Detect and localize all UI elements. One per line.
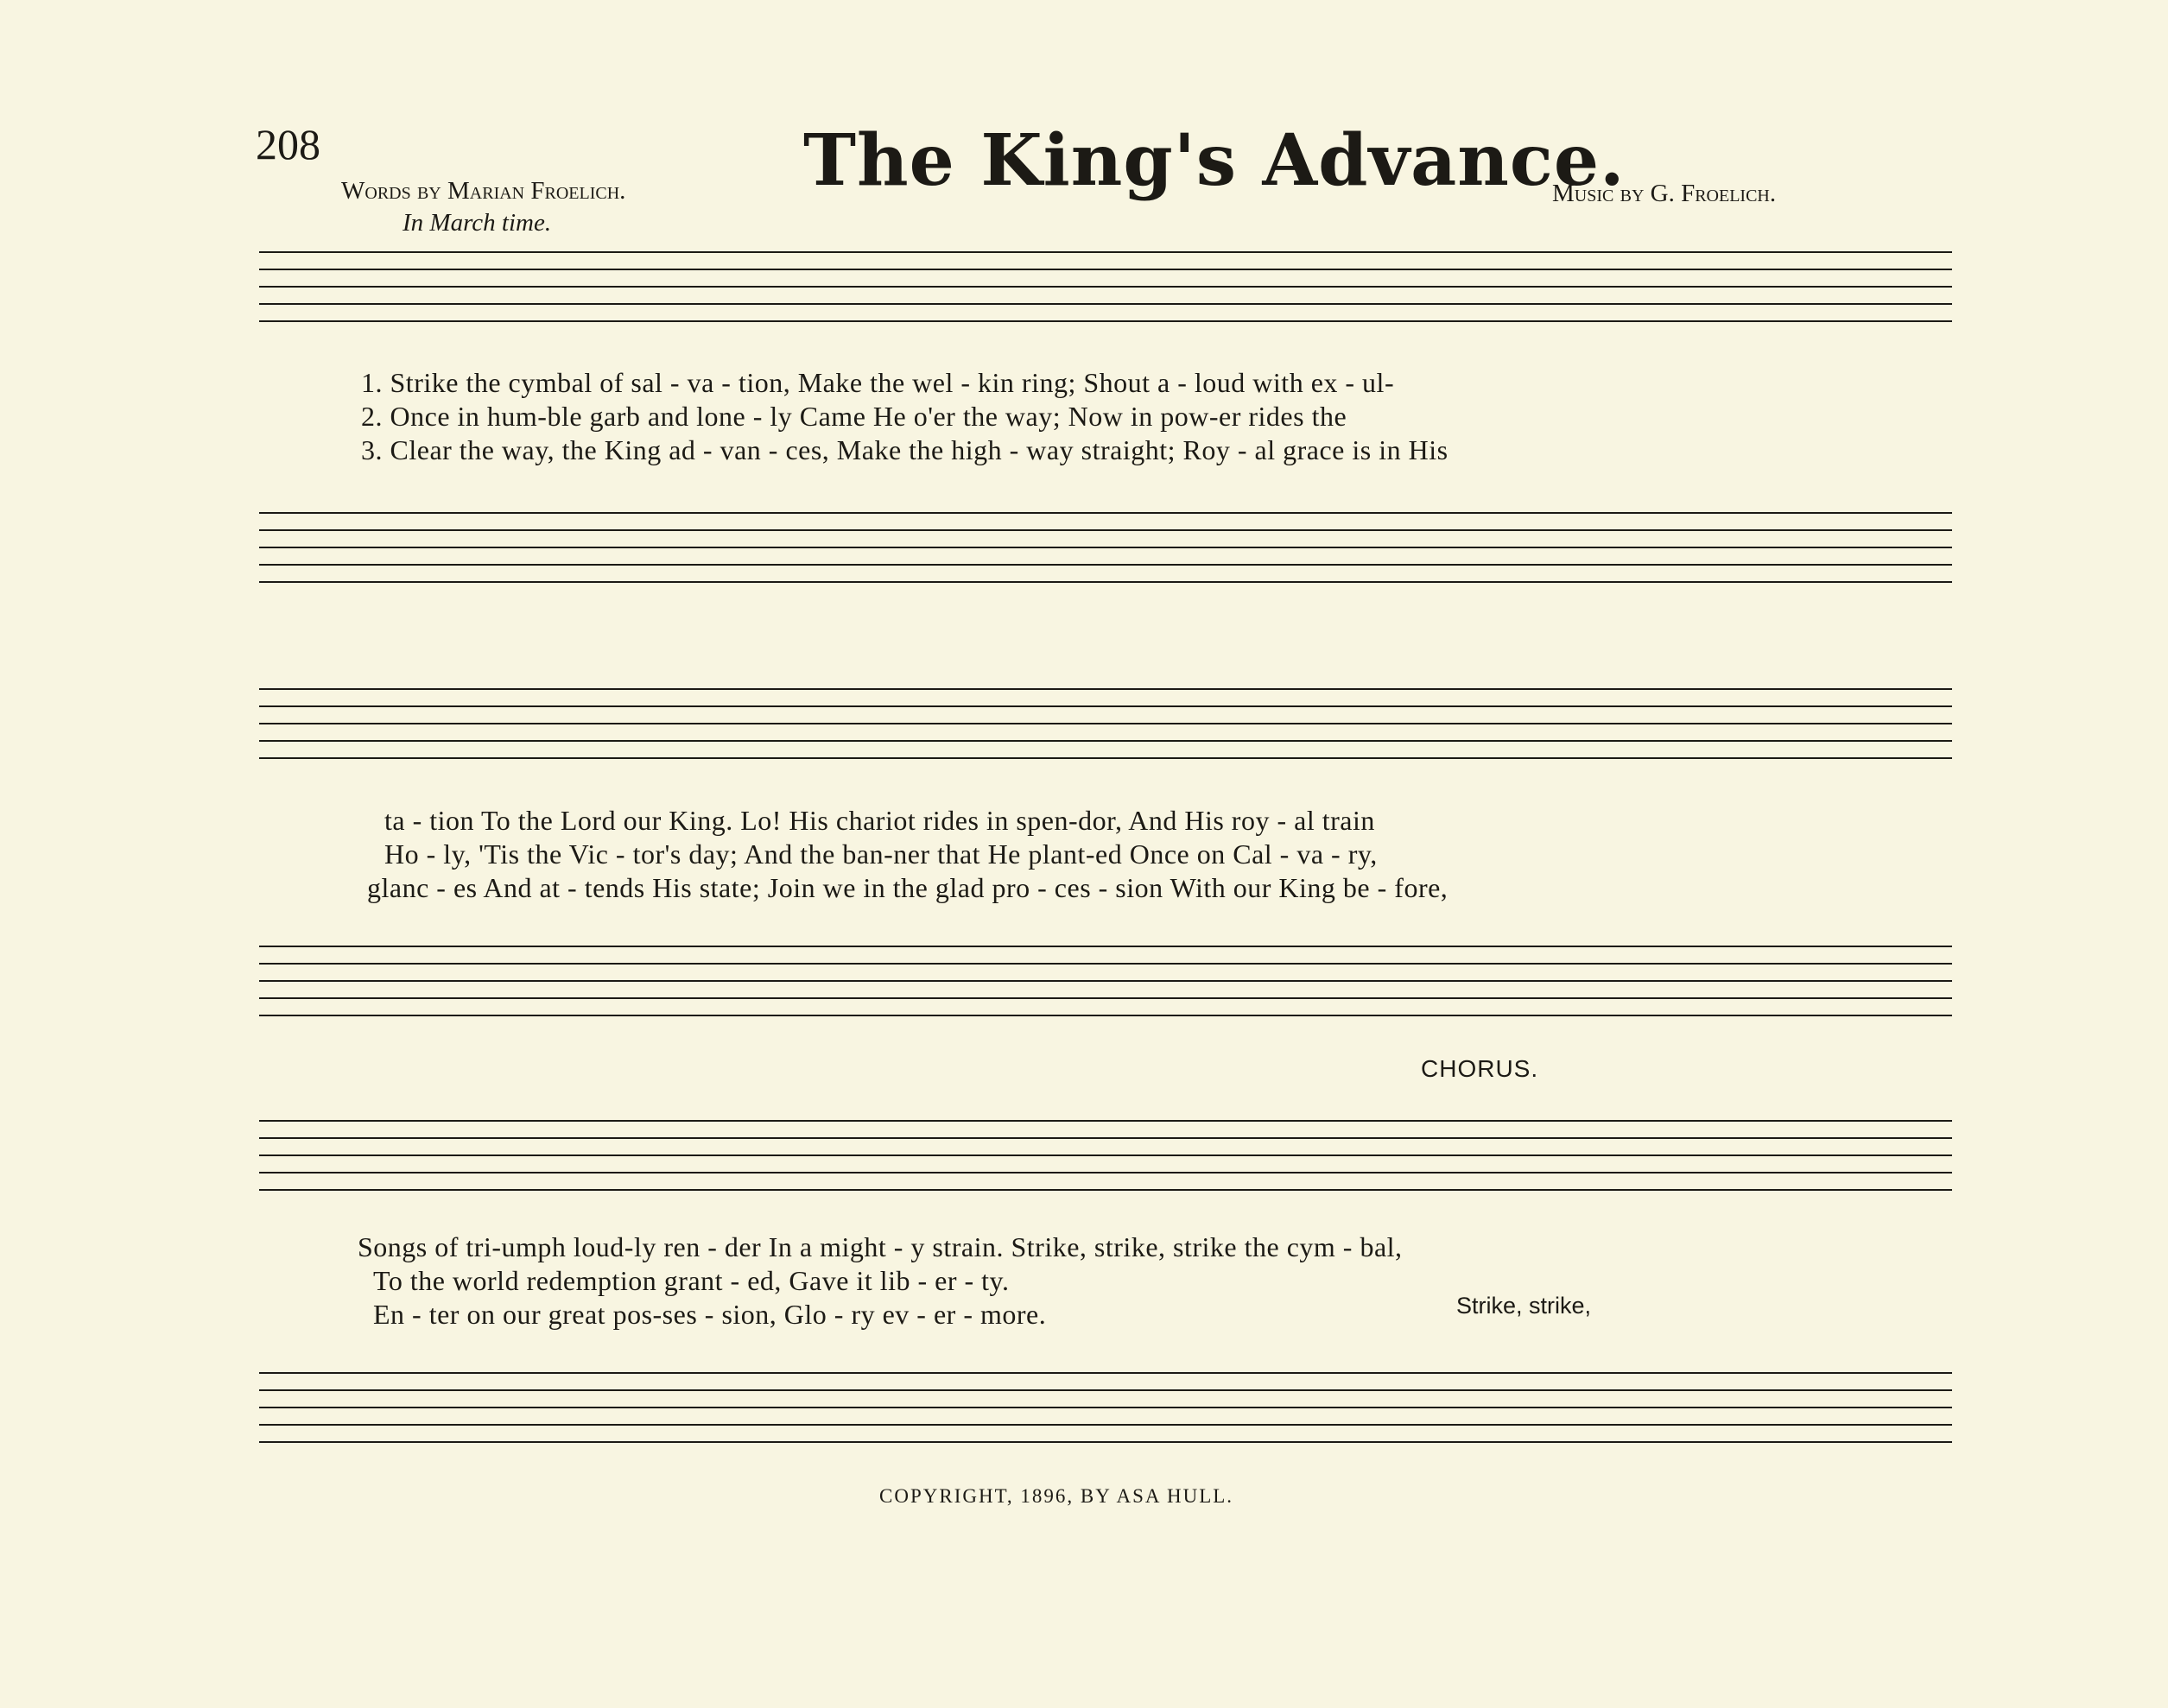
lyric-verse2-line3: To the world redemption grant - ed, Gave it lib - er - ty. <box>373 1265 1010 1296</box>
bass-staff-2 <box>0 927 2168 1048</box>
bass-staff-1 <box>0 494 2168 615</box>
hymn-title: The King's Advance. <box>803 119 1626 202</box>
treble-staff-1 <box>0 233 2168 354</box>
bass-staff-3-lines <box>0 1354 2168 1475</box>
chorus-cue: Strike, strike, <box>1456 1293 1592 1319</box>
lyric-verse1-line2: ta - tion To the Lord our King. Lo! His chariot rides in spen-dor, And His roy - al train <box>384 805 1375 836</box>
treble-staff-3 <box>0 1102 2168 1223</box>
tempo-marking: In March time. <box>403 209 552 237</box>
lyric-verse2-line2: Ho - ly, 'Tis the Vic - tor's day; And the ban-ner that He plant-ed Once on Cal - va - ry, <box>384 838 1378 870</box>
lyric-verse1-line3: Songs of tri-umph loud-ly ren - der In a might - y strain. Strike, strike, strike the cym - bal, <box>358 1231 1403 1262</box>
lyric-verse2-line1: 2. Once in hum-ble garb and lone - ly Came He o'er the way; Now in pow-er rides the <box>361 401 1347 432</box>
chorus-label: CHORUS. <box>1421 1055 1539 1082</box>
treble-staff-2 <box>0 670 2168 791</box>
lyric-verse1-line1: 1. Strike the cymbal of sal - va - tion, Make the wel - kin ring; Shout a - loud with ex - ul- <box>361 367 1395 398</box>
copyright-notice: COPYRIGHT, 1896, BY ASA HULL. <box>879 1485 1234 1507</box>
treble-staff-1-lines <box>0 233 2168 354</box>
lyric-verse3-line1: 3. Clear the way, the King ad - van - ces, Make the high - way straight; Roy - al grace is in His <box>361 434 1449 465</box>
treble-staff-3-lines <box>0 1102 2168 1223</box>
lyric-verse3-line2: glanc - es And at - tends His state; Join we in the glad pro - ces - sion With our King be - fore, <box>367 872 1449 903</box>
music-credit: Music by G. Froelich. <box>1552 180 1777 207</box>
treble-staff-2-lines <box>0 670 2168 791</box>
bass-staff-1-lines <box>0 494 2168 615</box>
lyric-verse3-line3: En - ter on our great pos-ses - sion, Glo - ry ev - er - more. <box>373 1299 1047 1330</box>
bass-staff-2-lines <box>0 927 2168 1048</box>
words-credit: Words by Marian Froelich. <box>341 177 626 205</box>
page-number: 208 <box>256 120 320 168</box>
bass-staff-3 <box>0 1354 2168 1475</box>
